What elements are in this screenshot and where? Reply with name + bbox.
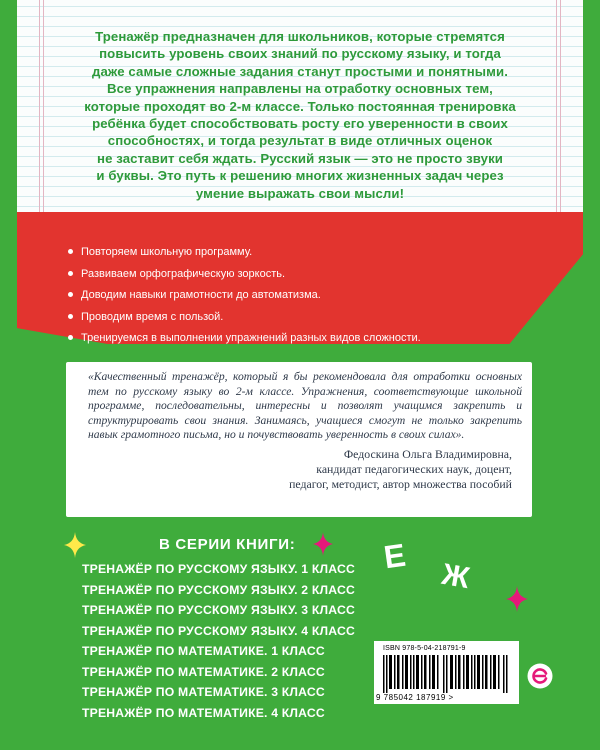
intro-line: Все упражнения направлены на отработку основных тем,: [107, 81, 493, 97]
intro-line: даже самые сложные задания станут простыми и понятными.: [92, 63, 508, 79]
barcode-icon: [383, 655, 509, 693]
series-item: ТРЕНАЖЁР ПО МАТЕМАТИКЕ. 2 КЛАСС: [82, 664, 325, 679]
margin-line-right: [560, 0, 561, 212]
series-math-list: [82, 641, 325, 723]
author-line: педагог, методист, автор множества пособий: [289, 477, 512, 492]
series-item: ТРЕНАЖЁР ПО МАТЕМАТИКЕ. 3 КЛАСС: [82, 685, 325, 699]
review-quote-box: [66, 362, 532, 517]
letter-e: Е: [381, 536, 408, 576]
intro-line: умение выражать свои мысли!: [195, 185, 405, 201]
margin-line-right-2: [556, 0, 557, 212]
sparkle-star-icon: [313, 532, 333, 556]
sparkle-star-icon: [506, 585, 528, 613]
author-line: кандидат педагогических наук, доцент,: [316, 462, 512, 477]
intro-line: не заставит себя ждать. Русский язык — это не просто звуки: [97, 150, 503, 166]
intro-line: которые проходят во 2-м классе. Только постоянная тренировка: [84, 98, 516, 114]
series-item: ТРЕНАЖЁР ПО РУССКОМУ ЯЗЫКУ. 4 КЛАСС: [82, 623, 355, 638]
review-quote-text: «Качественный тренажёр, который я бы рекомендовала для отработки основных тем по русскому языку во 2-м классе. Упражнения, соответствующие школьной программе, последовательны, интересны и позволят учащимся закрепить и структурировать свои знания. Занимаясь, учащиеся смогут не только закрепить навык грамотного письма, но и почувствовать уверенность в своих силах».: [88, 370, 522, 442]
margin-line-left-2: [43, 0, 44, 212]
intro-line: повысить уровень своих знаний по русскому языку, и тогда: [99, 46, 501, 62]
benefit-item: Доводим навыки грамотности до автоматизма.: [68, 287, 421, 309]
intro-line: способностях, и тогда результат в виде отличных оценок: [107, 133, 493, 149]
intro-text: [61, 28, 539, 202]
intro-line: Тренажёр предназначен для школьников, которые стремятся: [95, 29, 505, 44]
benefits-list: [68, 244, 421, 352]
intro-line: ребёнка будет способствовать росту его уверенности в своих: [92, 116, 508, 132]
benefit-item: Проводим время с пользой.: [68, 309, 421, 331]
isbn-barcode-block: [374, 641, 519, 704]
review-author: [88, 447, 522, 493]
intro-line: и буквы. Это путь к решению многих жизненных задач через: [96, 168, 504, 184]
series-russian-list: [82, 559, 355, 641]
letter-zh: Ж: [439, 557, 472, 596]
benefit-item: Тренируемся в выполнении упражнений разных видов сложности.: [68, 330, 421, 352]
sparkle-star-icon: [64, 532, 86, 558]
margin-line-left: [39, 0, 40, 212]
isbn-label: ISBN 978-5-04-218791-9: [383, 645, 466, 652]
publisher-logo-icon: [527, 663, 553, 689]
isbn-number: 9 785042 187919 >: [376, 693, 454, 702]
series-item: ТРЕНАЖЁР ПО МАТЕМАТИКЕ. 4 КЛАСС: [82, 705, 325, 720]
series-title: В СЕРИИ КНИГИ:: [159, 536, 296, 553]
intro-paper: [17, 0, 583, 212]
series-item: ТРЕНАЖЁР ПО РУССКОМУ ЯЗЫКУ. 1 КЛАСС: [82, 562, 355, 576]
series-item: ТРЕНАЖЁР ПО РУССКОМУ ЯЗЫКУ. 2 КЛАСС: [82, 582, 355, 597]
series-item: ТРЕНАЖЁР ПО МАТЕМАТИКЕ. 1 КЛАСС: [82, 644, 325, 658]
author-line: Федоскина Ольга Владимировна,: [343, 446, 512, 461]
benefit-item: Развиваем орфографическую зоркость.: [68, 266, 421, 288]
series-item: ТРЕНАЖЁР ПО РУССКОМУ ЯЗЫКУ. 3 КЛАСС: [82, 603, 355, 617]
benefit-item: Повторяем школьную программу.: [68, 244, 421, 266]
